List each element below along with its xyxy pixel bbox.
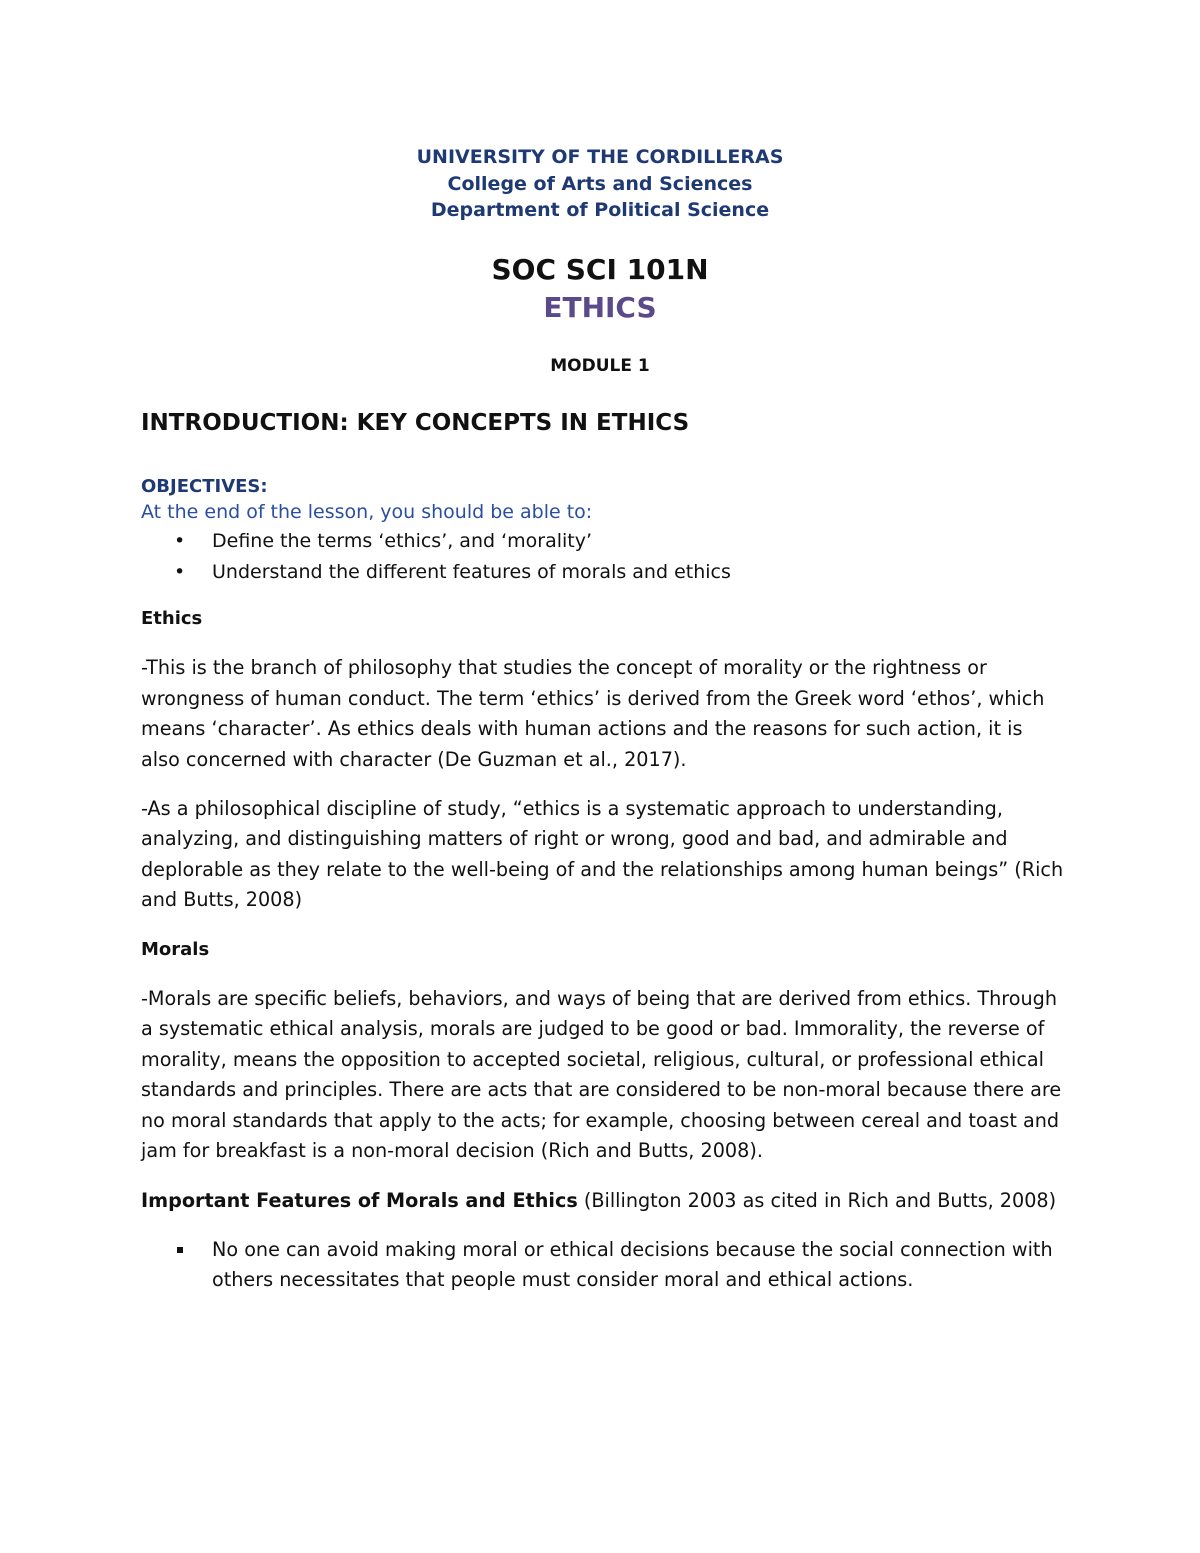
list-item: [141, 557, 1061, 588]
page-title: INTRODUCTION: KEY CONCEPTS IN ETHICS: [141, 410, 690, 436]
features-heading: Important Features of Morals and Ethics: [141, 1188, 578, 1212]
bullet-icon: •: [174, 560, 186, 583]
ethics-heading: Ethics: [141, 608, 203, 629]
list-item: [141, 526, 1061, 557]
ethics-paragraph: -This is the branch of philosophy that studies the concept of morality or the rightness or wrongness of human conduct. The term ‘ethics’ is derived from the Greek word ‘ethos’, which means ‘character’. As ethics deals with human actions and the reasons for such action, it is also concerned with character (De Guzman et al., 2017).: [141, 656, 1045, 771]
bullet-icon: •: [174, 530, 186, 552]
list-item: [141, 1235, 1066, 1296]
feature-text: No one can avoid making moral or ethical decisions because the social connection with others necessitates that people must consider moral and ethical actions.: [212, 1237, 1053, 1292]
course-code: SOC SCI 101N: [491, 253, 709, 286]
ethics-paragraph: -As a philosophical discipline of study, “ethics is a systematic approach to understanding, analyzing, and distinguishing matters of right or wrong, good and bad, and admirable and deplorable as they relate to the well-being of and the relationships among human beings” (Rich and Butts, 2008): [141, 797, 1064, 912]
institution-header: [0, 144, 1200, 224]
university-name: UNIVERSITY OF THE CORDILLERAS: [416, 146, 784, 168]
department-name: Department of Political Science: [430, 199, 770, 221]
features-heading-line: [141, 1186, 1066, 1216]
objectives-section: [141, 474, 1061, 587]
features-citation: (Billington 2003 as cited in Rich and Butts, 2008): [577, 1188, 1057, 1212]
morals-paragraph: -Morals are specific beliefs, behaviors, and ways of being that are derived from ethics. Through a systematic ethical analysis, morals are judged to be good or bad. Immorality, the reverse of morality, means the opposition to accepted societal, religious, cultural, or professional ethical standards and principles. There are acts that are considered to be non-moral because there are no moral standards that apply to the acts; for example, choosing between cereal and toast and jam for breakfast is a non-moral decision (Rich and Butts, 2008).: [141, 987, 1062, 1163]
square-bullet-icon: [177, 1247, 183, 1253]
objective-text: Understand the different features of morals and ethics: [212, 560, 731, 583]
college-name: College of Arts and Sciences: [447, 172, 753, 195]
objectives-label: OBJECTIVES:: [141, 476, 268, 497]
features-list: [141, 1235, 1066, 1296]
objectives-intro: At the end of the lesson, you should be able to:: [141, 501, 593, 523]
objective-text: Define the terms ‘ethics’, and ‘morality’: [212, 530, 593, 552]
module-label: MODULE 1: [550, 356, 650, 376]
objectives-list: [141, 526, 1061, 587]
document-body: [141, 604, 1066, 1296]
morals-heading: Morals: [141, 938, 210, 960]
course-name: ETHICS: [543, 291, 657, 324]
